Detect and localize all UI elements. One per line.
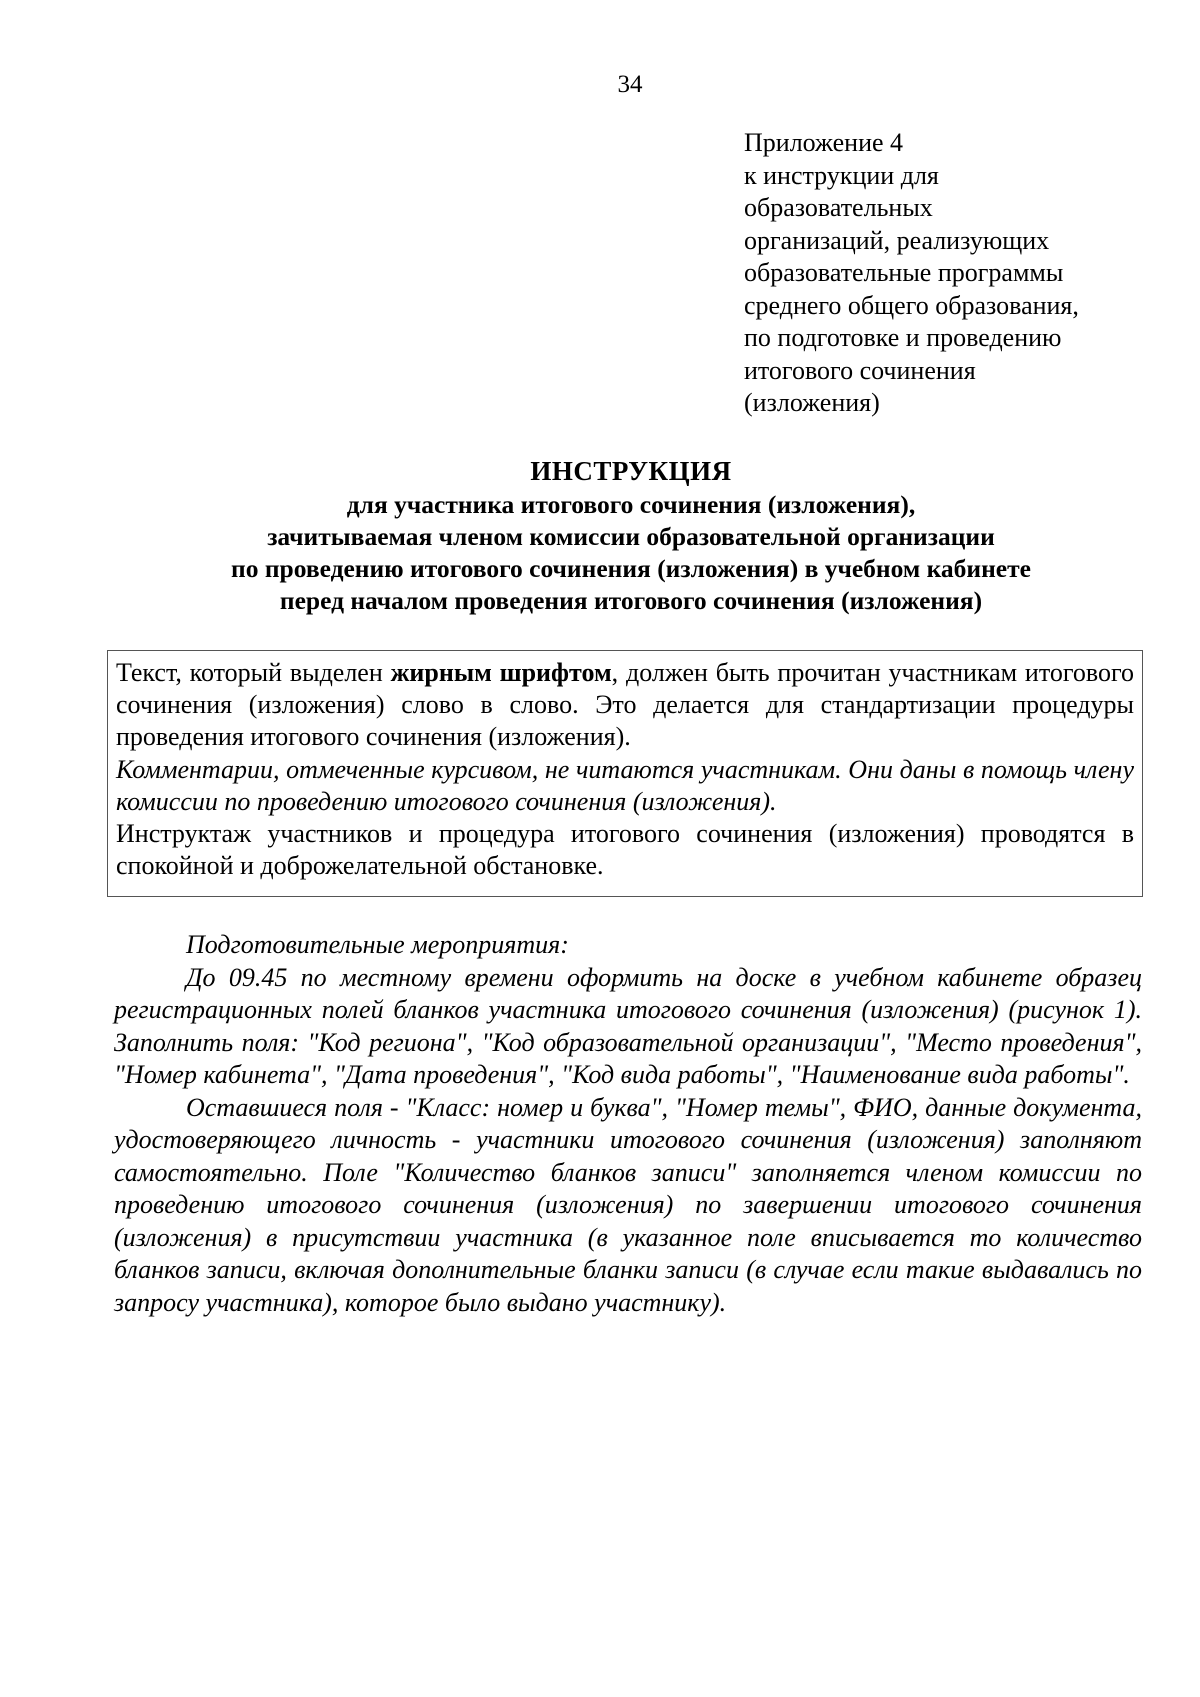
body-paragraph: До 09.45 по местному времени оформить на доске в учебном кабинете образец регистрационных полей бланков участника итогового сочинения (изложения) (рисунок 1). Заполнить поля: "Код региона", "Код образовательной организации", "Место проведения", "Номер кабинета", "Дата проведения", "Код вида работы", "Наименование вида работы". [114, 962, 1142, 1089]
appendix-line: к инструкции для [744, 160, 939, 190]
notice-paragraph-italic-rule: Комментарии, отмеченные курсивом, не читаются участникам. Они даны в помощь члену комиссии по проведению итогового сочинения (изложения). [116, 754, 1134, 816]
notice-text: , должен быть прочитан участникам итогового сочинения (изложения) слово в слово. Это делается для стандартизации процедуры проведения итогового сочинения (изложения). [116, 658, 1134, 752]
appendix-line: организаций, реализующих [744, 225, 1050, 255]
appendix-line: образовательные программы [744, 258, 1064, 287]
subtitle-line: перед началом проведения итогового сочинения (изложения) [279, 586, 983, 615]
title-main: ИНСТРУКЦИЯ [530, 456, 732, 486]
body-paragraph: Оставшиеся поля - "Класс: номер и буква", "Номер темы", ФИО, данные документа, удостоверяющего личность - участники итогового сочинения (изложения) заполняют самостоятельно. Поле "Количество бланков записи" заполняется членом комиссии по проведению итогового сочинения (изложения) по завершении итогового сочинения (изложения) в присутствии участника (в указанное поле вписывается то количество бланков записи, включая дополнительные бланки записи (в случае если такие выдавались по запросу участника), которое было выдано участнику). [114, 1092, 1142, 1317]
notice-paragraph-atmosphere: Инструктаж участников и процедура итогового сочинения (изложения) проводятся в спокойной и доброжелательной обстановке. [116, 819, 1134, 881]
section-heading: Подготовительные мероприятия: [186, 930, 569, 959]
subtitle-line: зачитываемая членом комиссии образовательной организации [267, 522, 995, 551]
notice-text: Текст, который выделен [116, 658, 391, 687]
appendix-line: по подготовке и проведению [744, 323, 1062, 352]
appendix-line: итогового сочинения [744, 355, 976, 385]
appendix-line: среднего общего образования, [744, 290, 1079, 320]
subtitle-line: по проведению итогового сочинения (изложения) в учебном кабинете [231, 554, 1031, 583]
preparation-section [114, 929, 1142, 1319]
notice-bold-text: жирным шрифтом [390, 658, 612, 687]
subtitle-line: для участника итогового сочинения (изложения), [346, 490, 916, 519]
page-number: 34 [617, 71, 643, 98]
document-title [60, 453, 1200, 617]
appendix-line: образовательных [744, 193, 933, 222]
notice-box [107, 650, 1143, 897]
appendix-line: Приложение 4 [744, 128, 904, 157]
appendix-note [744, 127, 1164, 420]
appendix-line: (изложения) [744, 388, 880, 417]
notice-paragraph-bold-rule [116, 657, 1134, 754]
